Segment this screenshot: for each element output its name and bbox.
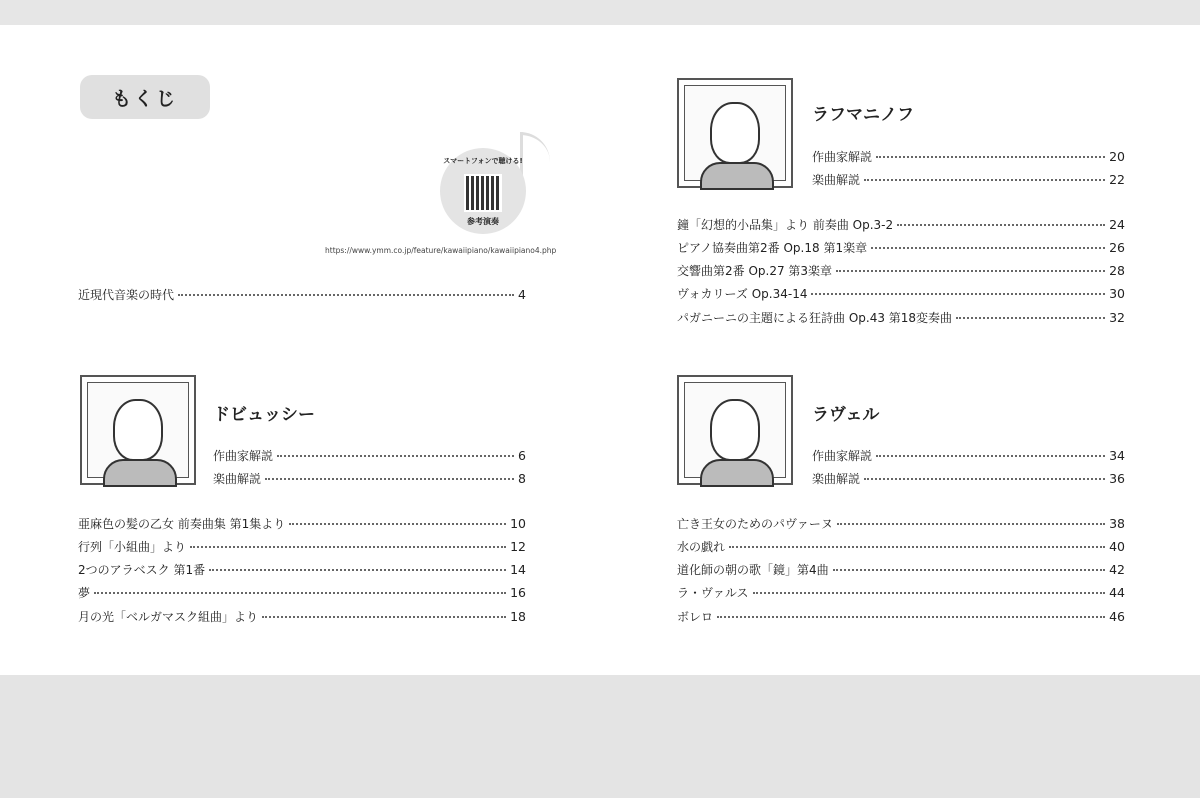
entry-title: 楽曲解説 [812, 472, 861, 486]
dot-leader [811, 293, 1105, 295]
toc-entry[interactable] [213, 447, 526, 463]
entry-page: 24 [1109, 217, 1125, 232]
entry-page: 20 [1109, 149, 1125, 164]
entry-page: 40 [1109, 539, 1125, 554]
qr-label: 参考演奏 [467, 217, 499, 226]
toc-entry[interactable] [677, 584, 1125, 600]
portrait-face-icon [113, 399, 163, 461]
dot-leader [956, 317, 1105, 319]
qr-caption: スマートフォンで聴ける! [443, 157, 523, 165]
entry-page: 34 [1109, 448, 1125, 463]
qr-url[interactable]: https://www.ymm.co.jp/feature/kawaiipiano/kawaiipiano4.php [325, 246, 557, 255]
entry-page: 16 [510, 585, 526, 600]
entry-page: 8 [518, 471, 526, 486]
entry-page: 10 [510, 516, 526, 531]
dot-leader [833, 569, 1105, 571]
dot-leader [262, 616, 506, 618]
composer-portrait [80, 375, 196, 485]
entry-title: 行列「小組曲」より [78, 540, 187, 554]
dot-leader [897, 224, 1105, 226]
dot-leader [265, 478, 514, 480]
toc-entry[interactable] [677, 309, 1125, 325]
dot-leader [209, 569, 506, 571]
toc-entry[interactable] [812, 148, 1125, 164]
composer-name: ラフマニノフ [812, 105, 914, 125]
entry-title: 作曲家解説 [812, 449, 873, 463]
entry-page: 18 [510, 609, 526, 624]
portrait-face-icon [710, 399, 760, 461]
top-bar [0, 0, 1200, 25]
dot-leader [876, 455, 1105, 457]
qr-badge[interactable] [440, 148, 526, 234]
toc-entry[interactable] [677, 515, 1125, 531]
toc-entry[interactable] [812, 447, 1125, 463]
entry-title: 2つのアラベスク 第1番 [78, 563, 206, 577]
toc-entry[interactable] [78, 584, 526, 600]
dot-leader [729, 546, 1105, 548]
dot-leader [190, 546, 506, 548]
toc-entry[interactable] [677, 608, 1125, 624]
toc-entry[interactable] [213, 470, 526, 486]
entry-title: 作曲家解説 [213, 449, 274, 463]
dot-leader [277, 455, 514, 457]
toc-entry[interactable] [677, 285, 1125, 301]
composer-portrait-strip [0, 675, 1200, 798]
entry-page: 38 [1109, 516, 1125, 531]
composer-portrait [677, 375, 793, 485]
entry-page: 4 [518, 287, 526, 302]
entry-page: 14 [510, 562, 526, 577]
toc-entry[interactable] [677, 262, 1125, 278]
entry-page: 46 [1109, 609, 1125, 624]
composer-name: ラヴェル [812, 405, 880, 425]
dot-leader [836, 270, 1105, 272]
dot-leader [717, 616, 1105, 618]
entry-page: 36 [1109, 471, 1125, 486]
dot-leader [876, 156, 1105, 158]
entry-title: 夢 [78, 586, 91, 600]
toc-entry[interactable] [677, 561, 1125, 577]
toc-entry[interactable] [677, 538, 1125, 554]
entry-title: 道化師の朝の歌「鏡」第4曲 [677, 563, 829, 577]
entry-page: 28 [1109, 263, 1125, 278]
dot-leader [837, 523, 1105, 525]
entry-page: 32 [1109, 310, 1125, 325]
entry-title: 月の光「ベルガマスク組曲」より [78, 610, 259, 624]
toc-entry[interactable] [677, 239, 1125, 255]
entry-page: 12 [510, 539, 526, 554]
entry-title: ラ・ヴァルス [677, 586, 749, 600]
entry-title: ヴォカリーズ Op.34-14 [677, 287, 808, 301]
dot-leader [178, 294, 514, 296]
dot-leader [753, 592, 1106, 594]
entry-title: 交響曲第2番 Op.27 第3楽章 [677, 264, 833, 278]
toc-entry[interactable] [78, 515, 526, 531]
entry-title: 楽曲解説 [213, 472, 262, 486]
composer-name: ドビュッシー [213, 405, 315, 425]
toc-entry[interactable] [78, 561, 526, 577]
entry-title: 楽曲解説 [812, 173, 861, 187]
entry-page: 44 [1109, 585, 1125, 600]
composer-portrait [677, 78, 793, 188]
entry-page: 42 [1109, 562, 1125, 577]
portrait-face-icon [710, 102, 760, 164]
entry-page: 6 [518, 448, 526, 463]
entry-title: ピアノ協奏曲第2番 Op.18 第1楽章 [677, 241, 868, 255]
dot-leader [289, 523, 506, 525]
dot-leader [864, 179, 1105, 181]
entry-page: 30 [1109, 286, 1125, 301]
entry-page: 22 [1109, 172, 1125, 187]
toc-heading: もくじ [80, 75, 210, 119]
entry-title: ボレロ [677, 610, 714, 624]
toc-entry[interactable] [78, 608, 526, 624]
entry-title: 作曲家解説 [812, 150, 873, 164]
toc-entry[interactable] [812, 171, 1125, 187]
entry-title: パガニーニの主題による狂詩曲 Op.43 第18変奏曲 [677, 311, 953, 325]
entry-title: 鐘「幻想的小品集」より 前奏曲 Op.3-2 [677, 218, 894, 232]
entry-title: 亡き王女のためのパヴァーヌ [677, 517, 833, 531]
toc-entry[interactable] [78, 538, 526, 554]
qr-code-icon[interactable] [466, 176, 500, 210]
dot-leader [871, 247, 1105, 249]
dot-leader [864, 478, 1105, 480]
toc-entry[interactable] [677, 216, 1125, 232]
toc-entry[interactable] [78, 286, 526, 302]
entry-title: 亜麻色の髪の乙女 前奏曲集 第1集より [78, 517, 286, 531]
toc-entry[interactable] [812, 470, 1125, 486]
dot-leader [94, 592, 506, 594]
entry-title: 水の戯れ [677, 540, 726, 554]
entry-title: 近現代音楽の時代 [78, 288, 175, 302]
entry-page: 26 [1109, 240, 1125, 255]
